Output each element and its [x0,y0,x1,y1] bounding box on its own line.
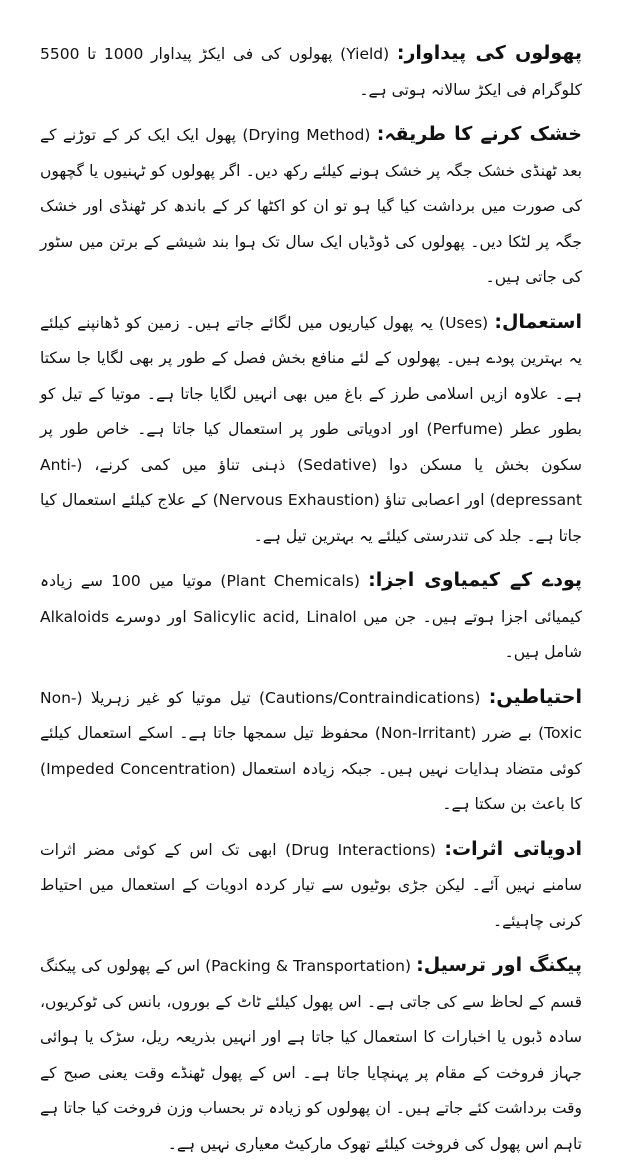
section-heading: پیکنگ اور ترسیل: [416,954,582,976]
section-drying-method [40,117,582,296]
section-uses [40,305,582,555]
section-text: (Yield) پھولوں کی فی ایکڑ پیداوار 1000 تا 5500 کلوگرام فی ایکڑ سالانہ ہوتی ہے۔ [40,45,582,99]
section-text: (Drying Method) پھول ایک ایک کر کے توڑنے کے بعد ٹھنڈی خشک جگہ پر خشک ہونے کیلئے رکھ دیں۔ اگر پھولوں کو ٹہنیوں یا گچھوں کی صورت میں برداشت کیا گیا ہو تو ان کو اکٹھا کر کے باندھ کر ٹھنڈی اور خشک جگہ پر لٹکا دیں۔ پھولوں کی ڈوڈیاں ایک سال تک ہوا بند شیشے کے برتن میں سٹور کی جاتی ہیں۔ [40,126,582,286]
section-drug-interactions [40,832,582,940]
section-heading: خشک کرنے کا طریقہ: [376,123,582,145]
section-text: (Cautions/Contraindications) تیل موتیا کو غیر زہریلا (Non-Toxic) بے ضرر (Non-Irritant) محفوظ تیل سمجھا جاتا ہے۔ اسکے استعمال کیلئے کوئی متضاد ہدایات نہیں ہیں۔ جبکہ زیادہ استعمال (Impeded Concentration) کا باعث بن سکتا ہے۔ [40,688,582,813]
section-text: (Packing & Transportation) اس کے پھولوں کی پیکنگ قسم کے لحاظ سے کی جاتی ہے۔ اس پھول کیلئے ٹاٹ کے بوروں، بانس کی ٹوکریوں، سادہ ڈبوں یا اخبارات کا استعمال کیا جاتا ہے اور انہیں بذریعہ ریل، سڑک یا ہوائی جہاز فروخت کے مقام پر پہنچایا جاتا ہے۔ اس کے پھول ٹھنڈے وقت یعنی صبح کے وقت برداشت کئے جاتے ہیں۔ ان پھولوں کو زیادہ تر بحساب وزن فروخت کیا جاتا ہے تاہم اس پھول کی فروخت کیلئے تھوک مارکیٹ معیاری نہیں ہے۔ [40,957,582,1153]
section-cautions [40,680,582,823]
section-plant-chemicals [40,563,582,671]
section-heading: ادویاتی اثرات: [444,837,582,860]
section-yield [40,36,582,108]
section-heading: استعمال: [494,310,582,333]
section-heading: پھولوں کی پیداوار: [396,42,583,64]
section-packing-transportation [40,948,582,1162]
section-text: (Plant Chemicals) موتیا میں 100 سے زیادہ کیمیائی اجزا ہوتے ہیں۔ جن میں Salicylic acid, Linalol اور دوسرے Alkaloids شامل ہیں۔ [40,572,582,661]
section-heading: احتیاطیں: [488,685,582,708]
section-text: (Uses) یہ پھول کیاریوں میں لگائے جاتے ہیں۔ زمین کو ڈھانپنے کیلئے یہ بہترین پودے ہیں۔ پھولوں کے لئے منافع بخش فصل کے طور پر بھی لگایا جا سکتا ہے۔ علاوہ ازیں اسلامی طرز کے باغ میں بھی انہیں لگایا جاتا ہے۔ موتیا کے تیل کو بطور عطر (Perfume) اور ادویاتی طور پر استعمال کیا جاتا ہے۔ خاص طور پر سکون بخش یا مسکن دوا (Sedative) ذہنی تناؤ میں کمی کرنے، (Anti-depressant) اور اعصابی تناؤ (Nervous Exhaustion) کے علاج کیلئے استعمال کیا جاتا ہے۔ جلد کی تندرستی کیلئے یہ بہترین تیل ہے۔ [40,313,583,545]
section-text: (Drug Interactions) ابھی تک اس کے کوئی مضر اثرات سامنے نہیں آئے۔ لیکن جڑی بوٹیوں سے تیار کردہ ادویات کے استعمال میں احتیاط کرنی چاہیئے۔ [40,840,582,930]
section-heading: پودے کے کیمیاوی اجزا: [368,569,582,591]
